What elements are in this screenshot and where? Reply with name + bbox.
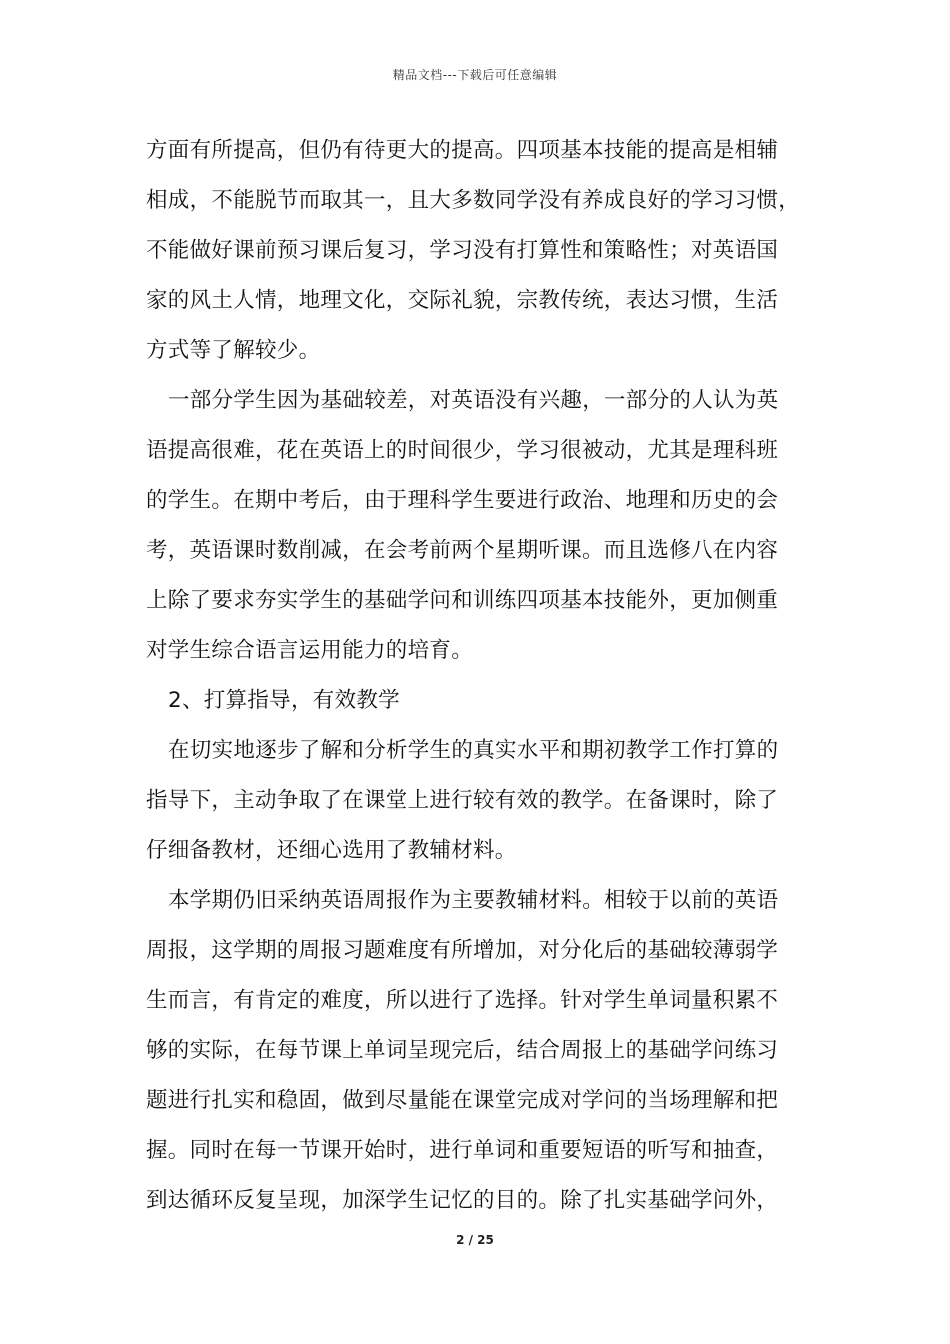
text-line: 对学生综合语言运用能力的培育。	[146, 638, 474, 663]
text-line: 方式等了解较少。	[146, 338, 321, 363]
text-line: 语提高很难，花在英语上的时间很少，学习很被动，尤其是理科班	[146, 438, 779, 463]
text-line: 够的实际，在每节课上单词呈现完后，结合周报上的基础学问练习	[146, 1038, 779, 1063]
text-line: 指导下，主动争取了在课堂上进行较有效的教学。在备课时，除了	[146, 788, 779, 813]
text-line: 仔细备教材，还细心选用了教辅材料。	[146, 838, 517, 863]
text-line: 到达循环反复呈现，加深学生记忆的目的。除了扎实基础学问外，	[146, 1188, 779, 1213]
text-line: 考，英语课时数削减，在会考前两个星期听课。而且选修八在内容	[146, 538, 779, 563]
text-line: 题进行扎实和稳固，做到尽量能在课堂完成对学问的当场理解和把	[146, 1088, 779, 1113]
text-line: 握。同时在每一节课开始时，进行单词和重要短语的听写和抽查，	[146, 1138, 779, 1163]
text-line: 方面有所提高，但仍有待更大的提高。四项基本技能的提高是相辅	[146, 138, 779, 163]
page-number: 2 / 25	[456, 1233, 494, 1247]
paragraph-first-line: 一部分学生因为基础较差，对英语没有兴趣，一部分的人认为英	[168, 388, 779, 413]
section-heading: 2、打算指导，有效教学	[168, 688, 400, 713]
paragraph-first-line: 在切实地逐步了解和分析学生的真实水平和期初教学工作打算的	[168, 738, 779, 763]
text-line: 周报，这学期的周报习题难度有所增加，对分化后的基础较薄弱学	[146, 938, 779, 963]
text-line: 相成，不能脱节而取其一，且大多数同学没有养成良好的学习习惯，	[146, 188, 801, 213]
text-line: 上除了要求夯实学生的基础学问和训练四项基本技能外，更加侧重	[146, 588, 779, 613]
text-line: 生而言，有肯定的难度，所以进行了选择。针对学生单词量积累不	[146, 988, 779, 1013]
text-line: 不能做好课前预习课后复习，学习没有打算性和策略性；对英语国	[146, 238, 779, 263]
text-line: 的学生。在期中考后，由于理科学生要进行政治、地理和历史的会	[146, 488, 779, 513]
paragraph-first-line: 本学期仍旧采纳英语周报作为主要教辅材料。相较于以前的英语	[168, 888, 779, 913]
document-body	[146, 133, 816, 1233]
page-header: 精品文档---下载后可任意编辑	[392, 68, 558, 82]
text-line: 家的风土人情，地理文化，交际礼貌，宗教传统，表达习惯，生活	[146, 288, 779, 313]
